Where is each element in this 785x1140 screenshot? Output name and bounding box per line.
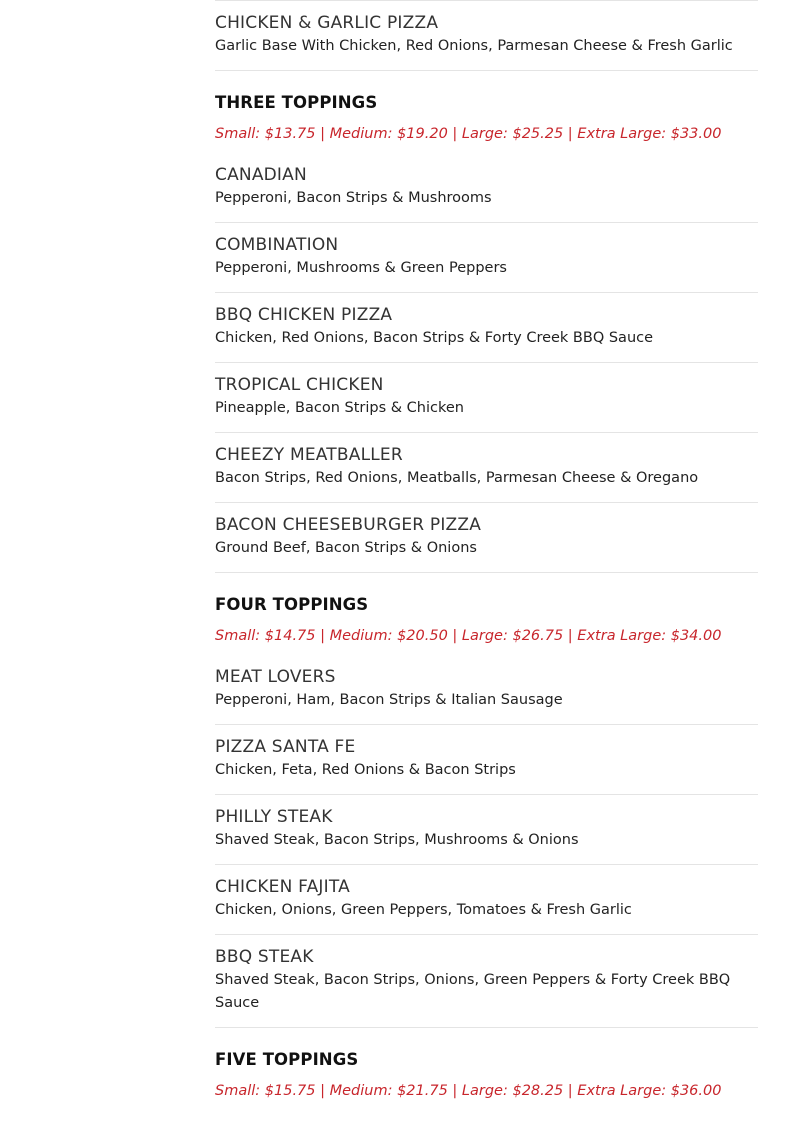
menu-item bbox=[215, 865, 758, 935]
menu-item bbox=[215, 655, 758, 725]
menu-item-name: BBQ STEAK bbox=[215, 947, 314, 967]
menu-item bbox=[215, 223, 758, 293]
menu-item-name: PHILLY STEAK bbox=[215, 807, 333, 827]
menu-item-description: Shaved Steak, Bacon Strips, Onions, Green Peppers & Forty Creek BBQ Sauce bbox=[215, 972, 731, 1011]
menu-item-name: BBQ CHICKEN PIZZA bbox=[215, 305, 393, 325]
menu-content bbox=[215, 0, 758, 1140]
section-prices: Small: $15.75 | Medium: $21.75 | Large: $28.25 | Extra Large: $36.00 bbox=[215, 1083, 722, 1099]
section-title: FIVE TOPPINGS bbox=[215, 1050, 359, 1069]
menu-item bbox=[215, 433, 758, 503]
menu-item bbox=[215, 293, 758, 363]
menu-item-name: CHEEZY MEATBALLER bbox=[215, 445, 403, 465]
section-title: THREE TOPPINGS bbox=[215, 93, 378, 112]
menu-item-name: MEAT LOVERS bbox=[215, 667, 336, 687]
menu-item bbox=[215, 363, 758, 433]
menu-item-description: Chicken, Onions, Green Peppers, Tomatoes & Fresh Garlic bbox=[215, 902, 632, 918]
menu-item-name: CHICKEN & GARLIC PIZZA bbox=[215, 13, 439, 33]
menu-item-description: Pepperoni, Ham, Bacon Strips & Italian Sausage bbox=[215, 692, 563, 708]
menu-item-name: CANADIAN bbox=[215, 165, 307, 185]
menu-item-description: Bacon Strips, Red Onions, Meatballs, Parmesan Cheese & Oregano bbox=[215, 470, 699, 486]
menu-item-name: CHICKEN FAJITA bbox=[215, 877, 350, 897]
menu-item bbox=[215, 795, 758, 865]
menu-item-description: Chicken, Red Onions, Bacon Strips & Forty Creek BBQ Sauce bbox=[215, 330, 654, 346]
menu-item-description: Chicken, Feta, Red Onions & Bacon Strips bbox=[215, 762, 516, 778]
menu-item-description: Pepperoni, Bacon Strips & Mushrooms bbox=[215, 190, 492, 206]
section-title: FOUR TOPPINGS bbox=[215, 595, 369, 614]
section-prices: Small: $13.75 | Medium: $19.20 | Large: $25.25 | Extra Large: $33.00 bbox=[215, 126, 722, 142]
menu-item bbox=[215, 503, 758, 573]
section-prices: Small: $14.75 | Medium: $20.50 | Large: $26.75 | Extra Large: $34.00 bbox=[215, 628, 722, 644]
menu-item-description: Pepperoni, Mushrooms & Green Peppers bbox=[215, 260, 507, 276]
section-header-four-toppings bbox=[215, 573, 758, 647]
section-header-three-toppings bbox=[215, 71, 758, 145]
menu-item-name: BACON CHEESEBURGER PIZZA bbox=[215, 515, 482, 535]
menu-item-description: Shaved Steak, Bacon Strips, Mushrooms & Onions bbox=[215, 832, 579, 848]
menu-item bbox=[215, 1, 758, 71]
section-header-five-toppings bbox=[215, 1028, 758, 1102]
menu-item-name: COMBINATION bbox=[215, 235, 339, 255]
menu-item-partial bbox=[215, 1110, 758, 1140]
menu-item bbox=[215, 725, 758, 795]
menu-item-description: Pineapple, Bacon Strips & Chicken bbox=[215, 400, 464, 416]
menu-item-name: PIZZA SANTA FE bbox=[215, 737, 356, 757]
menu-item-description: Garlic Base With Chicken, Red Onions, Parmesan Cheese & Fresh Garlic bbox=[215, 38, 733, 54]
menu-item bbox=[215, 153, 758, 223]
menu-item bbox=[215, 935, 758, 1028]
menu-item-name: TROPICAL CHICKEN bbox=[215, 375, 384, 395]
menu-item-description: Ground Beef, Bacon Strips & Onions bbox=[215, 540, 477, 556]
